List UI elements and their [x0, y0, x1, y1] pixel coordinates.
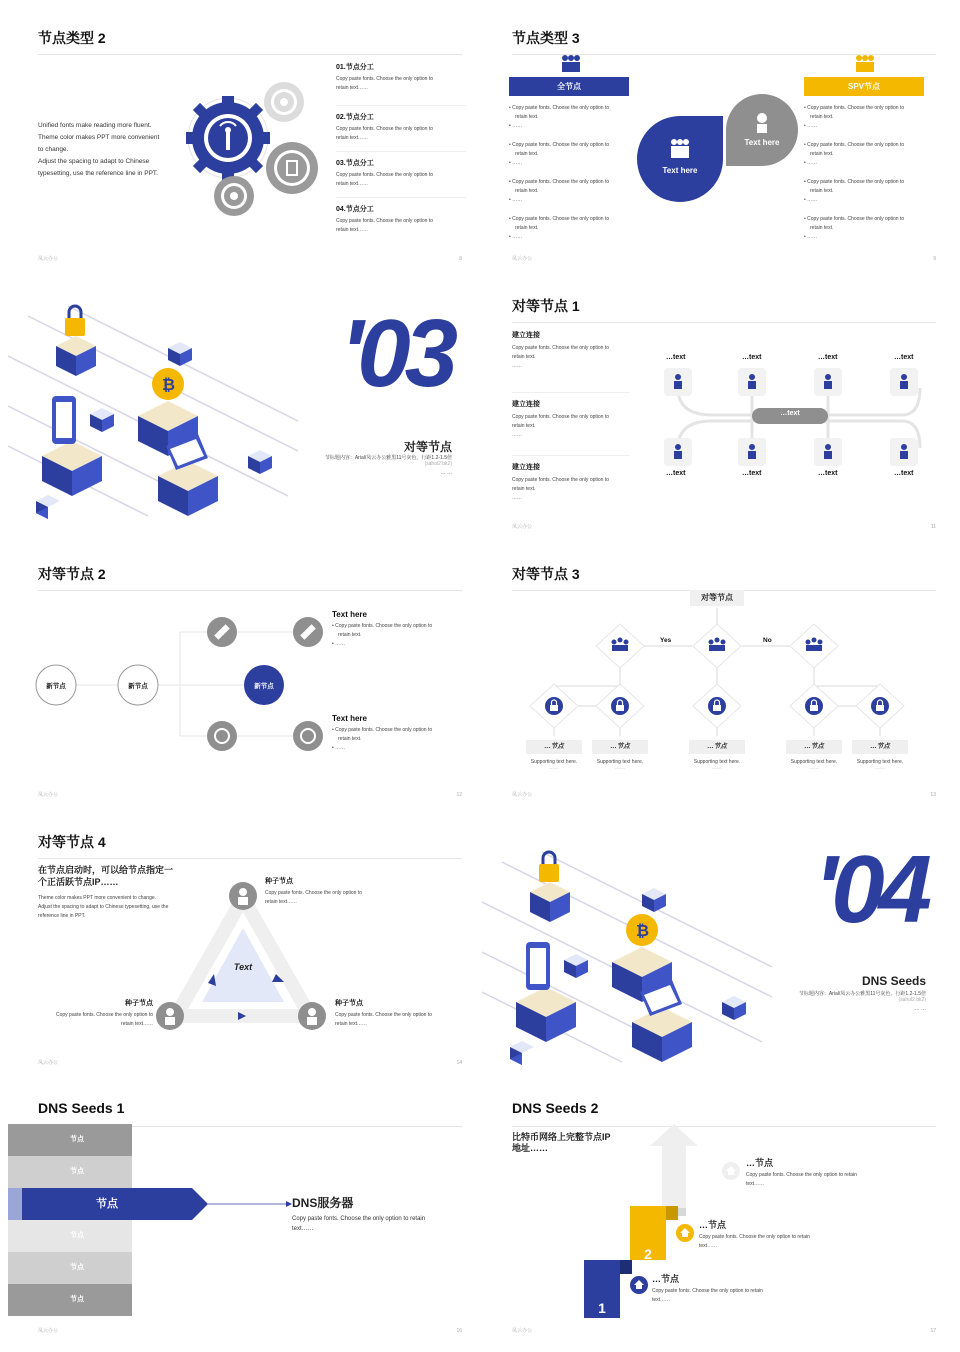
small-box-icon: [642, 888, 666, 912]
accent-bar: [8, 1188, 22, 1220]
section-title: 对等节点: [403, 440, 452, 454]
center-label: …text: [780, 410, 800, 417]
seed-block: [38, 998, 153, 1029]
page-number: 14: [456, 1060, 462, 1066]
slide-dns-seeds-2: [482, 1080, 956, 1342]
title-rule: [38, 590, 462, 591]
item-label: 04.节点分工: [336, 206, 374, 213]
seed-desc: retain text……: [265, 899, 297, 905]
step-desc: Copy paste fonts. Choose the only option to retain: [699, 1234, 810, 1240]
item-desc: retain text.: [512, 354, 536, 360]
footer-brand: 凤云办公: [512, 524, 533, 530]
item-desc: retain text.: [512, 423, 536, 429]
item-list: [336, 60, 466, 244]
footer-brand: 凤云办公: [38, 1060, 59, 1066]
house-icon: [630, 1276, 648, 1294]
step-desc: Copy paste fonts. Choose the only option to retain: [652, 1288, 763, 1294]
node-label: 节点: [70, 1264, 84, 1271]
main-node-label: 节点: [96, 1198, 118, 1210]
svg-text:₿: ₿: [162, 377, 176, 394]
headline-line: 比特币网络上完整节点IP: [512, 1132, 611, 1142]
item-head: 建立连接: [512, 401, 540, 408]
seed-block: [335, 998, 455, 1029]
dns-server-label: DNS服务器: [292, 1196, 354, 1210]
small-box-icon: [168, 342, 192, 366]
item-desc: retain text……: [336, 135, 368, 141]
slide-title: 节点类型 2: [38, 30, 106, 46]
body-line: Adjust the spacing to adapt to Chinese: [38, 158, 150, 165]
bullet-group: • Copy paste fonts. Choose the only option to retain text. • ……: [509, 105, 610, 129]
footer-brand: 凤云办公: [512, 1328, 533, 1334]
item-label: 02.节点分工: [336, 114, 374, 121]
bullet-group: • Copy paste fonts. Choose the only option to retain text. • ……: [509, 216, 610, 240]
slide-title: DNS Seeds 2: [512, 1100, 599, 1116]
step-label: …节点: [746, 1158, 774, 1168]
list-item: [336, 152, 466, 198]
headline-line: 在节点启动时，可以给节点指定一: [38, 865, 174, 875]
support-text: Supporting text here. ……: [530, 759, 578, 771]
item-head: 建立连接: [512, 332, 540, 339]
section-title: DNS Seeds: [861, 974, 926, 988]
slide-section-03: [8, 276, 482, 538]
text-heading: Text here: [332, 610, 367, 619]
leaf-label: …节点: [852, 740, 908, 754]
body-line: Unified fonts make reading more fluent.: [38, 122, 152, 129]
step-block: [699, 1218, 849, 1251]
person-icon-white: [752, 112, 772, 134]
body-line: to change.: [38, 146, 69, 153]
text-block: Text here • Copy paste fonts. Choose the only option to retain text. • ……: [332, 714, 462, 753]
slide-title: 对等节点 1: [512, 298, 580, 314]
bullet-group: • Copy paste fonts. Choose the only option to retain text. • ……: [804, 179, 905, 203]
list-item: [336, 198, 466, 244]
small-box-icon: [722, 996, 746, 1020]
step-desc: text……: [652, 1297, 671, 1303]
item-desc: Copy paste fonts. Choose the only option to: [512, 414, 610, 420]
phone-stack-icon: [516, 942, 576, 1042]
slide-title: 对等节点 3: [512, 566, 580, 582]
slide-title: 对等节点 2: [38, 566, 106, 582]
laptop-stack-icon: [632, 980, 692, 1062]
section-number: '03: [340, 300, 452, 407]
bullet-group: • Copy paste fonts. Choose the only option to retain text. • ……: [804, 216, 905, 240]
step-desc: text……: [746, 1181, 765, 1187]
headline-line: 地址……: [512, 1143, 549, 1153]
leaf-label: …节点: [592, 740, 648, 754]
headline-line: 个正活跃节点IP……: [38, 877, 119, 887]
step-number: 3: [692, 1180, 700, 1196]
text-heading: Text here: [332, 714, 367, 723]
slide-title: 对等节点 4: [38, 834, 106, 850]
item-desc: retain text……: [336, 85, 368, 91]
slide-title: DNS Seeds 1: [38, 1100, 125, 1116]
isometric-illustration: [482, 842, 782, 1074]
no-label: No: [763, 637, 772, 644]
gray-gear-icon: [266, 142, 318, 194]
section-subtitle: [799, 990, 926, 1014]
section-number: '04: [814, 836, 926, 943]
bullet-line: retain text.: [338, 632, 362, 638]
small-box-icon: [510, 1041, 534, 1065]
laptop-stack-icon: [158, 434, 218, 516]
step-block: [652, 1272, 802, 1305]
step-block: [746, 1156, 896, 1189]
slide-peer-node-2: [8, 544, 482, 806]
seed-desc: Copy paste fonts. Choose the only option to: [265, 890, 363, 896]
page-number: 16: [456, 1328, 462, 1334]
full-node-header: 全节点: [509, 77, 629, 96]
page-number: 17: [930, 1328, 936, 1334]
footer-brand: 凤云办公: [512, 256, 533, 262]
spv-node-label: Text here: [744, 138, 780, 147]
small-gear-icon: [214, 176, 254, 216]
item-desc: retain text……: [336, 227, 368, 233]
house-icon: [722, 1162, 740, 1180]
seed-desc: retain text……: [335, 1021, 367, 1027]
footer-brand: 凤云办公: [38, 256, 59, 262]
isometric-illustration: [8, 296, 308, 536]
leaf-label: …节点: [689, 740, 745, 754]
right-bullets: [804, 104, 924, 252]
node-label: …text: [818, 354, 838, 361]
subtitle-line: (sahol2 bk2): [424, 461, 452, 467]
body-line: Theme color makes PPT more convenient to change.: [38, 895, 157, 901]
seed-title: 种子节点: [335, 1000, 363, 1007]
slide-node-type-2: [8, 8, 482, 270]
bullet-group: • Copy paste fonts. Choose the only option to retain text. • ……: [509, 142, 610, 166]
slide-peer-node-1: [482, 276, 956, 538]
step-desc: Copy paste fonts. Choose the only option to retain: [746, 1172, 857, 1178]
seed-desc: retain text……: [121, 1021, 153, 1027]
dns-server-desc: [292, 1214, 462, 1234]
list-item: [336, 60, 466, 106]
step-desc: text……: [699, 1243, 718, 1249]
step-label: …节点: [699, 1220, 727, 1230]
subtitle-line: … …: [914, 1006, 926, 1012]
seed-title: 种子节点: [265, 878, 293, 885]
item-desc: Copy paste fonts. Choose the only option to: [512, 477, 610, 483]
node-label: 节点: [70, 1168, 84, 1175]
subtitle-line: … …: [440, 470, 452, 476]
item-desc: ……: [512, 432, 522, 438]
seed-desc: Copy paste fonts. Choose the only option to: [55, 1012, 153, 1018]
arrow-icon: [208, 974, 216, 986]
full-node-label: Text here: [662, 166, 698, 175]
top-node-label: 对等节点: [690, 590, 744, 606]
page-number: 11: [930, 524, 936, 530]
node-label: …text: [742, 470, 762, 477]
item-desc: ……: [512, 495, 522, 501]
people-icon: [560, 54, 582, 74]
body-line: Adjust the spacing to adapt to Chinese typesetting, use the: [38, 904, 169, 910]
slide-peer-node-4: [8, 812, 482, 1074]
item-desc: ……: [512, 363, 522, 369]
item-desc: retain text……: [336, 181, 368, 187]
item-label: 03.节点分工: [336, 160, 374, 167]
body-text: [38, 120, 188, 180]
page-number: 8: [459, 256, 462, 262]
connection-list: [512, 330, 630, 519]
item-desc: Copy paste fonts. Choose the only option to: [336, 126, 434, 132]
body-line: reference line in PPT.: [38, 913, 86, 919]
footer-brand: 凤云办公: [512, 792, 533, 798]
step-number: 1: [598, 1300, 606, 1316]
flow-diagram: [482, 604, 956, 804]
slide-dns-seeds-1: [8, 1080, 482, 1342]
house-icon: [676, 1224, 694, 1242]
item-head: 建立连接: [512, 464, 540, 471]
title-rule: [512, 1126, 936, 1127]
phone-stack-icon: [42, 396, 102, 496]
body-line: Theme color makes PPT more convenient: [38, 134, 160, 141]
step-label: …节点: [652, 1274, 680, 1284]
node-label: …text: [894, 354, 914, 361]
desc-line: text……: [292, 1226, 314, 1232]
title-rule: [38, 858, 462, 859]
list-item: [512, 330, 630, 393]
support-text: Supporting text here. ……: [856, 759, 904, 771]
blue-gear-icon: [186, 96, 270, 180]
bullet-group: • Copy paste fonts. Choose the only option to retain text. • ……: [804, 142, 905, 166]
node-label: 节点: [70, 1296, 84, 1303]
node-label: 新节点: [46, 683, 66, 690]
small-box-icon: [36, 495, 60, 519]
leaf-label: …节点: [526, 740, 582, 754]
people-icon-white: [668, 138, 692, 160]
gears-illustration: [180, 72, 332, 222]
support-text: Supporting text here. ……: [790, 759, 838, 771]
yes-label: Yes: [660, 637, 672, 644]
node-label: …text: [666, 470, 686, 477]
item-desc: Copy paste fonts. Choose the only option to: [336, 172, 434, 178]
people-icon-yellow: [854, 54, 876, 74]
page-number: 12: [456, 792, 462, 798]
desc-line: Copy paste fonts. Choose the only option to retain: [292, 1216, 426, 1222]
node-label: 新节点: [128, 683, 148, 690]
page-number: 9: [933, 256, 936, 262]
bullet-group: • Copy paste fonts. Choose the only option to retain text. • ……: [804, 105, 905, 129]
subtitle-line: 节标题内容：Arial/凤云办公雅黑11号灰色，行距1.2-1.5倍: [324, 455, 452, 461]
subtitle-line: (sahol2 bk2): [898, 997, 926, 1003]
center-text: Text: [233, 962, 253, 972]
svg-text:₿: ₿: [636, 923, 650, 940]
section-subtitle: [325, 454, 452, 478]
support-text: Supporting text here. ……: [693, 759, 741, 771]
item-desc: retain text.: [512, 486, 536, 492]
node-label: …text: [666, 354, 686, 361]
list-item: [336, 106, 466, 152]
item-desc: Copy paste fonts. Choose the only option to: [512, 345, 610, 351]
seed-desc: Copy paste fonts. Choose the only option to: [335, 1012, 433, 1018]
node-label: …text: [818, 470, 838, 477]
subtitle-line: 节标题内容：Arial/凤云办公雅黑11号灰色，行距1.2-1.5倍: [798, 991, 926, 997]
slide-title: 节点类型 3: [512, 30, 580, 46]
peer-network-diagram: [652, 348, 942, 488]
bullet-line: retain text.: [338, 736, 362, 742]
spv-node-header: SPV节点: [804, 77, 924, 96]
small-box-icon: [90, 408, 114, 432]
title-rule: [512, 322, 936, 323]
node-label-active: 新节点: [254, 683, 274, 690]
footer-brand: 凤云办公: [38, 1328, 59, 1334]
light-gear-icon: [264, 82, 304, 122]
seed-block: [265, 876, 385, 907]
slide-section-04: [482, 812, 956, 1074]
slide-peer-node-3: [482, 544, 956, 806]
leaf-label: …节点: [786, 740, 842, 754]
list-item: [512, 456, 630, 519]
node-label: …text: [894, 470, 914, 477]
small-box-icon: [564, 954, 588, 978]
step-number: 2: [644, 1246, 652, 1262]
bullet-group: • Copy paste fonts. Choose the only option to retain text. • ……: [509, 179, 610, 203]
body-line: typesetting, use the reference line in PPT.: [38, 170, 158, 177]
item-desc: Copy paste fonts. Choose the only option to: [336, 76, 434, 82]
page-number: 13: [930, 792, 936, 798]
node-label: 节点: [70, 1232, 84, 1239]
support-text: Supporting text here. ……: [596, 759, 644, 771]
text-block: Text here • Copy paste fonts. Choose the only option to retain text. • ……: [332, 610, 462, 649]
title-rule: [38, 54, 462, 55]
node-label: …text: [742, 354, 762, 361]
item-label: 01.节点分工: [336, 64, 374, 71]
item-desc: Copy paste fonts. Choose the only option to: [336, 218, 434, 224]
list-item: [512, 393, 630, 456]
left-bullets: [509, 104, 629, 252]
slide-node-type-3: [482, 8, 956, 270]
footer-brand: 凤云办公: [38, 792, 59, 798]
seed-title: 种子节点: [125, 1000, 153, 1007]
small-box-icon: [248, 450, 272, 474]
node-label: 节点: [70, 1136, 84, 1143]
